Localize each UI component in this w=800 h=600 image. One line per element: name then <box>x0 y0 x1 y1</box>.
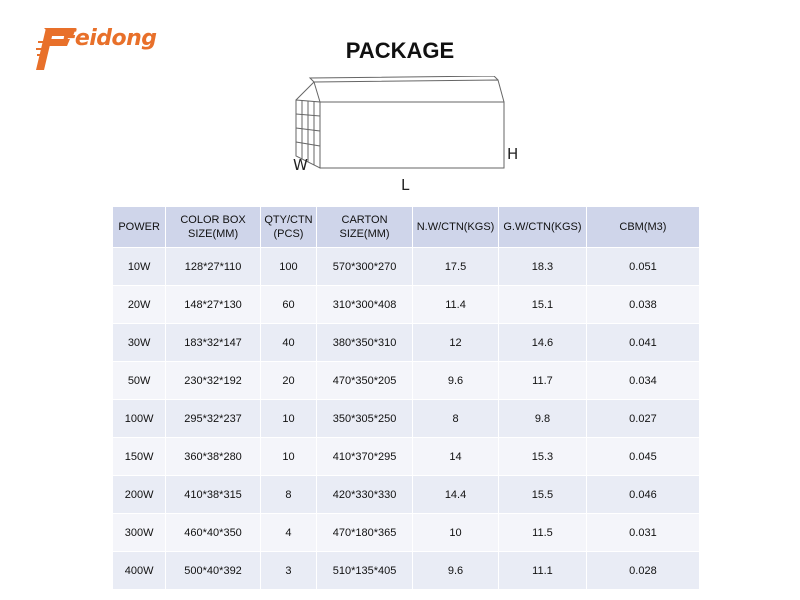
dimension-w-label: W <box>293 156 308 174</box>
cell-carton-size: 470*180*365 <box>317 514 413 552</box>
header-carton-size: CARTON SIZE(MM) <box>317 207 413 248</box>
cell-nw: 14 <box>412 438 498 476</box>
cell-cbm: 0.051 <box>586 248 699 286</box>
header-qty-ctn: QTY/CTN (PCS) <box>260 207 316 248</box>
cell-qty: 100 <box>260 248 316 286</box>
cell-power: 50W <box>113 362 166 400</box>
cell-nw: 11.4 <box>412 286 498 324</box>
cell-color-box-size: 360*38*280 <box>166 438 261 476</box>
cell-power: 200W <box>113 476 166 514</box>
cell-gw: 11.7 <box>499 362 587 400</box>
cell-qty: 10 <box>260 438 316 476</box>
table-row <box>113 248 700 286</box>
cell-nw: 9.6 <box>412 362 498 400</box>
cell-qty: 10 <box>260 400 316 438</box>
cell-cbm: 0.028 <box>586 552 699 590</box>
cell-power: 100W <box>113 400 166 438</box>
cell-color-box-size: 460*40*350 <box>166 514 261 552</box>
cell-carton-size: 470*350*205 <box>317 362 413 400</box>
cell-gw: 15.3 <box>499 438 587 476</box>
cell-gw: 14.6 <box>499 324 587 362</box>
cell-nw: 9.6 <box>412 552 498 590</box>
table-row <box>113 476 700 514</box>
cell-carton-size: 410*370*295 <box>317 438 413 476</box>
brand-name: Feidong <box>62 26 157 51</box>
dimension-l-label: L <box>401 176 410 194</box>
header-gw-ctn: G.W/CTN(KGS) <box>499 207 587 248</box>
cell-gw: 11.1 <box>499 552 587 590</box>
cell-carton-size: 570*300*270 <box>317 248 413 286</box>
table-row <box>113 514 700 552</box>
cell-nw: 10 <box>412 514 498 552</box>
cell-nw: 12 <box>412 324 498 362</box>
cell-gw: 18.3 <box>499 248 587 286</box>
cell-gw: 15.5 <box>499 476 587 514</box>
cell-power: 400W <box>113 552 166 590</box>
cell-color-box-size: 410*38*315 <box>166 476 261 514</box>
page-title: PACKAGE <box>345 38 455 63</box>
table-header-row <box>113 207 700 248</box>
table-row <box>113 362 700 400</box>
cell-qty: 40 <box>260 324 316 362</box>
cell-power: 20W <box>113 286 166 324</box>
cell-qty: 20 <box>260 362 316 400</box>
cell-cbm: 0.045 <box>586 438 699 476</box>
cell-carton-size: 510*135*405 <box>317 552 413 590</box>
package-spec-table <box>112 206 700 590</box>
cell-qty: 4 <box>260 514 316 552</box>
cell-gw: 15.1 <box>499 286 587 324</box>
table-row <box>113 286 700 324</box>
table-row <box>113 552 700 590</box>
cell-cbm: 0.034 <box>586 362 699 400</box>
cell-color-box-size: 183*32*147 <box>166 324 261 362</box>
cell-cbm: 0.046 <box>586 476 699 514</box>
cell-qty: 60 <box>260 286 316 324</box>
cell-carton-size: 420*330*330 <box>317 476 413 514</box>
header-power: POWER <box>113 207 166 248</box>
cell-nw: 14.4 <box>412 476 498 514</box>
cell-carton-size: 350*305*250 <box>317 400 413 438</box>
header-cbm: CBM(M3) <box>586 207 699 248</box>
cell-nw: 8 <box>412 400 498 438</box>
cell-nw: 17.5 <box>412 248 498 286</box>
table-row <box>113 324 700 362</box>
cell-qty: 8 <box>260 476 316 514</box>
cell-power: 150W <box>113 438 166 476</box>
cell-power: 300W <box>113 514 166 552</box>
table-row <box>113 438 700 476</box>
cell-color-box-size: 128*27*110 <box>166 248 261 286</box>
cell-power: 10W <box>113 248 166 286</box>
cell-color-box-size: 295*32*237 <box>166 400 261 438</box>
cell-color-box-size: 500*40*392 <box>166 552 261 590</box>
cell-gw: 9.8 <box>499 400 587 438</box>
cell-carton-size: 310*300*408 <box>317 286 413 324</box>
cell-gw: 11.5 <box>499 514 587 552</box>
cell-color-box-size: 148*27*130 <box>166 286 261 324</box>
table-row <box>113 400 700 438</box>
cell-power: 30W <box>113 324 166 362</box>
header-color-box-size: COLOR BOX SIZE(MM) <box>166 207 261 248</box>
cell-qty: 3 <box>260 552 316 590</box>
header-nw-ctn: N.W/CTN(KGS) <box>412 207 498 248</box>
cell-cbm: 0.038 <box>586 286 699 324</box>
cell-cbm: 0.031 <box>586 514 699 552</box>
cell-color-box-size: 230*32*192 <box>166 362 261 400</box>
cell-cbm: 0.027 <box>586 400 699 438</box>
cell-cbm: 0.041 <box>586 324 699 362</box>
cell-carton-size: 380*350*310 <box>317 324 413 362</box>
dimension-h-label: H <box>507 145 519 163</box>
